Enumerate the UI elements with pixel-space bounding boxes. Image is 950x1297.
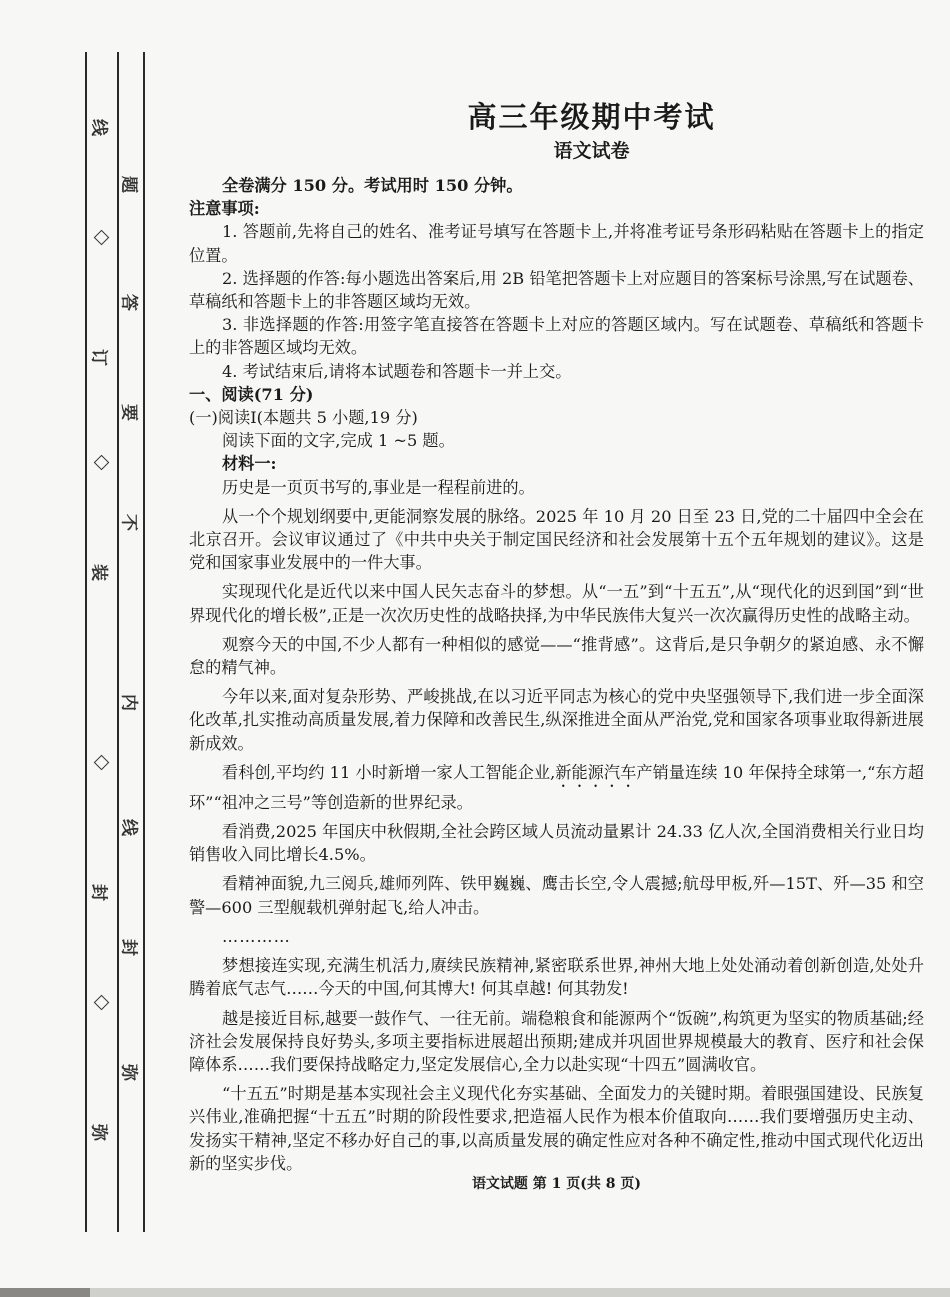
- material-paragraph: 实现现代化是近代以来中国人民矢志奋斗的梦想。从“一五”到“十五五”,从“现代化的迟到国”到“世界现代化的增长极”,正是一次次历史性的战略抉择,为中华民族伟大复兴一次次赢得历史性的战略主动。: [189, 582, 924, 625]
- material-paragraph: 看消费,2025 年国庆中秋假期,全社会跨区域人员流动量累计 24.33 亿人次,全国消费相关行业日均销售收入同比增长4.5%。: [189, 822, 924, 865]
- material-label: 材料一:: [222, 454, 277, 474]
- margin-char: 弥: [88, 1124, 109, 1141]
- material-paragraph: 看精神面貌,九三阅兵,雄师列阵、铁甲巍巍、鹰击长空,令人震撼;航母甲板,歼—15T、歼—35 和空警—600 三型舰载机弹射起飞,给人冲击。: [189, 874, 924, 917]
- margin-char: 不: [118, 514, 139, 531]
- emphasized-text: 新能源汽车: [555, 762, 637, 782]
- text-run: 看科创,平均约 11 小时新增一家人工智能企业,: [222, 762, 556, 782]
- material-paragraph: 梦想接连实现,充满生机活力,赓续民族精神,紧密联系世界,神州大地上处处涌动着创新创造,处处升腾着底气志气……今天的中国,何其博大! 何其卓越! 何其勃发!: [189, 956, 924, 999]
- material-paragraph: 越是接近目标,越要一鼓作气、一往无前。端稳粮食和能源两个“饭碗”,构筑更为坚实的物质基础;经济社会发展保持良好势头,多项主要指标进展超出预期;建成并巩固世界规模最大的教育、医疗和社会保障体系……我们要保持战略定力,坚定发展信心,全力以赴实现“十四五”圆满收官。: [189, 1008, 924, 1074]
- margin-char: 要: [118, 404, 139, 421]
- exam-title: 高三年级期中考试: [467, 100, 716, 134]
- note-item: 1. 答题前,先将自己的姓名、准考证号填写在答题卡上,并将准考证号条形码粘贴在答题卡上的指定位置。: [189, 222, 924, 265]
- page-footer: 语文试题 第 1 页(共 8 页): [471, 1176, 642, 1192]
- margin-char: 装: [88, 564, 109, 581]
- exam-info: 全卷满分 150 分。考试用时 150 分钟。: [222, 176, 523, 195]
- material-paragraph: 历史是一页页书写的,事业是一程程前进的。: [222, 477, 535, 497]
- material-paragraph: “十五五”时期是基本实现社会主义现代化夯实基础、全面发力的关键时期。着眼强国建设、民族复兴伟业,准确把握“十五五”时期的阶段性要求,把造福人民作为根本价值取向……我们要增强历史主动、发扬实干精神,坚定不移办好自己的事,以高质量发展的确定性应对各种不确定性,推动中国式现代化迈出新的坚实步伐。: [189, 1084, 924, 1173]
- material-paragraph: 从一个个规划纲要中,更能洞察发展的脉络。2025 年 10 月 20 日至 23 日,党的二十届四中全会在北京召开。会议审议通过了《中共中央关于制定国民经济和社会发展第十五个五年规划的建议》。这是党和国家事业发展中的一件大事。: [189, 506, 924, 573]
- reading-instruction: 阅读下面的文字,完成 1 ~5 题。: [222, 431, 455, 451]
- margin-char: 题: [118, 176, 139, 193]
- subsection-heading: (一)阅读Ⅰ(本题共 5 小题,19 分): [189, 408, 418, 428]
- exam-subtitle: 语文试卷: [553, 140, 630, 162]
- material-paragraph: [189, 761, 924, 814]
- scan-bottom-shadow: [0, 1288, 90, 1297]
- margin-char: 封: [88, 884, 109, 901]
- binding-line-outer: [85, 52, 87, 1232]
- binding-line-middle: [117, 52, 119, 1232]
- margin-char: 弥: [118, 1064, 139, 1081]
- margin-char: 订: [88, 349, 109, 366]
- material-paragraph: 观察今天的中国,不少人都有一种相似的感觉——“推背感”。这背后,是只争朝夕的紧迫感、永不懈怠的精气神。: [189, 634, 924, 678]
- material-paragraph: 今年以来,面对复杂形势、严峻挑战,在以习近平同志为核心的党中央坚强领导下,我们进一步全面深化改革,扎实推动高质量发展,着力保障和改善民生,纵深推进全面从严治党,党和国家各项事业取得新进展新成效。: [189, 687, 924, 753]
- ellipsis-line: …………: [222, 926, 291, 946]
- margin-char: 线: [118, 819, 139, 836]
- notes-heading: 注意事项:: [189, 199, 260, 219]
- binding-line-inner: [143, 52, 145, 1232]
- margin-char: 内: [118, 694, 139, 711]
- note-item: 2. 选择题的作答:每小题选出答案后,用 2B 铅笔把答题卡上对应题目的答案标号涂黑,写在试题卷、草稿纸和答题卡上的非答题区域均无效。: [189, 268, 924, 312]
- margin-char: 答: [118, 294, 139, 311]
- section-heading: 一、阅读(71 分): [189, 384, 314, 404]
- text-run: 产销量连续 10 年保持全球第一,“东方超环”“祖冲之三号”等创造新的世界纪录。: [189, 762, 924, 812]
- note-item: 4. 考试结束后,请将本试题卷和答题卡一并上交。: [222, 361, 572, 381]
- scan-bottom-edge: [0, 1288, 950, 1297]
- margin-char: 线: [88, 119, 109, 136]
- exam-content: [189, 100, 924, 1175]
- margin-char: 封: [118, 939, 139, 956]
- note-item: 3. 非选择题的作答:用签字笔直接答在答题卡上对应的答题区域内。写在试题卷、草稿纸和答题卡上的非答题区域均无效。: [189, 315, 924, 358]
